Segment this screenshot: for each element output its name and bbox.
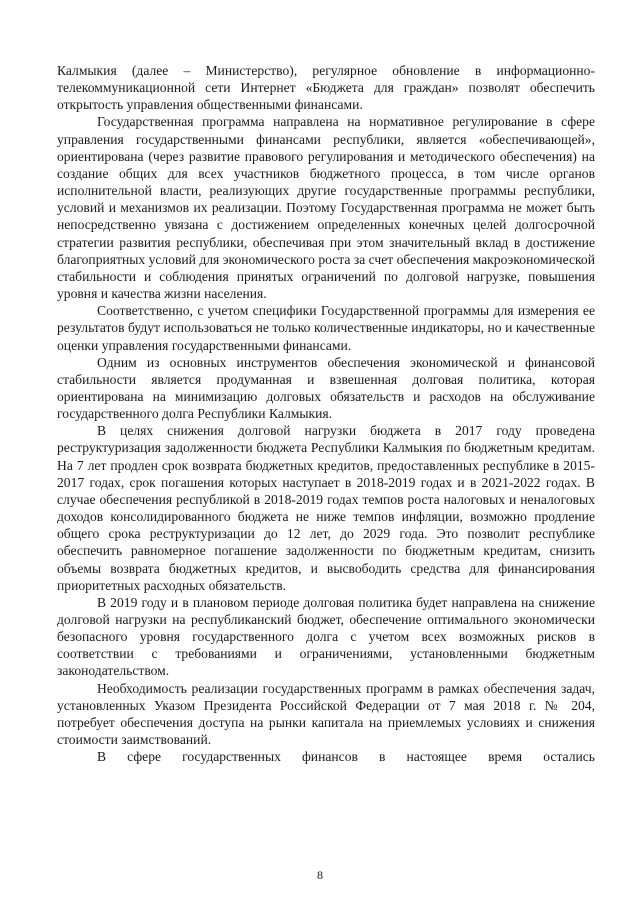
- paragraph-6: В 2019 году и в плановом периоде долговая политика будет направлена на снижение долговой нагрузки на республиканский бюджет, обеспечение оптимального экономически безопасного уровня государственного долга с учетом всех возможных рисков в соответствии с требованиями и ограничениями, установленными бюджетным законодательством.: [57, 594, 595, 679]
- paragraph-4: Одним из основных инструментов обеспечения экономической и финансовой стабильности является продуманная и взвешенная долговая политика, которая ориентирована на минимизацию долговых обязательств и расходов на обслуживание государственного долга Республики Калмыкия.: [57, 354, 595, 422]
- paragraph-2: Государственная программа направлена на нормативное регулирование в сфере управления государственными финансами республики, является «обеспечивающей», ориентирована (через развитие правового регулирования и методического обеспечения) на создание общих для всех участников бюджетного процесса, в том числе органов исполнительной власти, реализующих другие государственные программы республики, условий и механизмов их реализации. Поэтому Государственная программа не может быть непосредственно увязана с достижением определенных конечных целей долгосрочной стратегии развития республики, обеспечивая при этом значительный вклад в достижение благоприятных условий для экономического роста за счет обеспечения макроэкономической стабильности и соблюдения принятых ограничений по долговой нагрузке, повышения уровня и качества жизни населения.: [57, 114, 595, 302]
- paragraph-5: В целях снижения долговой нагрузки бюджета в 2017 году проведена реструктуризация задолженности бюджета Республики Калмыкия по бюджетным кредитам. На 7 лет продлен срок возврата бюджетных кредитов, предоставленных республике в 2015-2017 годах, срок погашения которых наступает в 2018-2019 годах и в 2021-2022 годах. В случае обеспечения республикой в 2018-2019 годах темпов роста налоговых и неналоговых доходов консолидированного бюджета не ниже темпов инфляции, возможно продление общего срока реструктуризации до 12 лет, до 2029 года. Это позволит республике обеспечить равномерное погашение задолженности по бюджетным кредитам, снизить объемы возврата бюджетных кредитов, и высвободить средства для финансирования приоритетных расходных обязательств.: [57, 423, 595, 593]
- page-number: 8: [317, 868, 323, 882]
- paragraph-3: Соответственно, с учетом специфики Государственной программы для измерения ее результатов будут использоваться не только количественные индикаторы, но и качественные оценки управления государственными финансами.: [57, 303, 595, 353]
- paragraph-1: Калмыкия (далее – Министерство), регулярное обновление в информационно-телекоммуникационной сети Интернет «Бюджета для граждан» позволят обеспечить открытость управления общественными финансами.: [57, 63, 595, 113]
- body-text: [57, 62, 595, 765]
- paragraph-7: Необходимость реализации государственных программ в рамках обеспечения задач, установленных Указом Президента Российской Федерации от 7 мая 2018 г. № 204, потребует обеспечения доступа на рынки капитала на приемлемых условиях и снижения стоимости заимствований.: [57, 680, 595, 748]
- paragraph-8: В сфере государственных финансов в настоящее время остались: [97, 749, 595, 765]
